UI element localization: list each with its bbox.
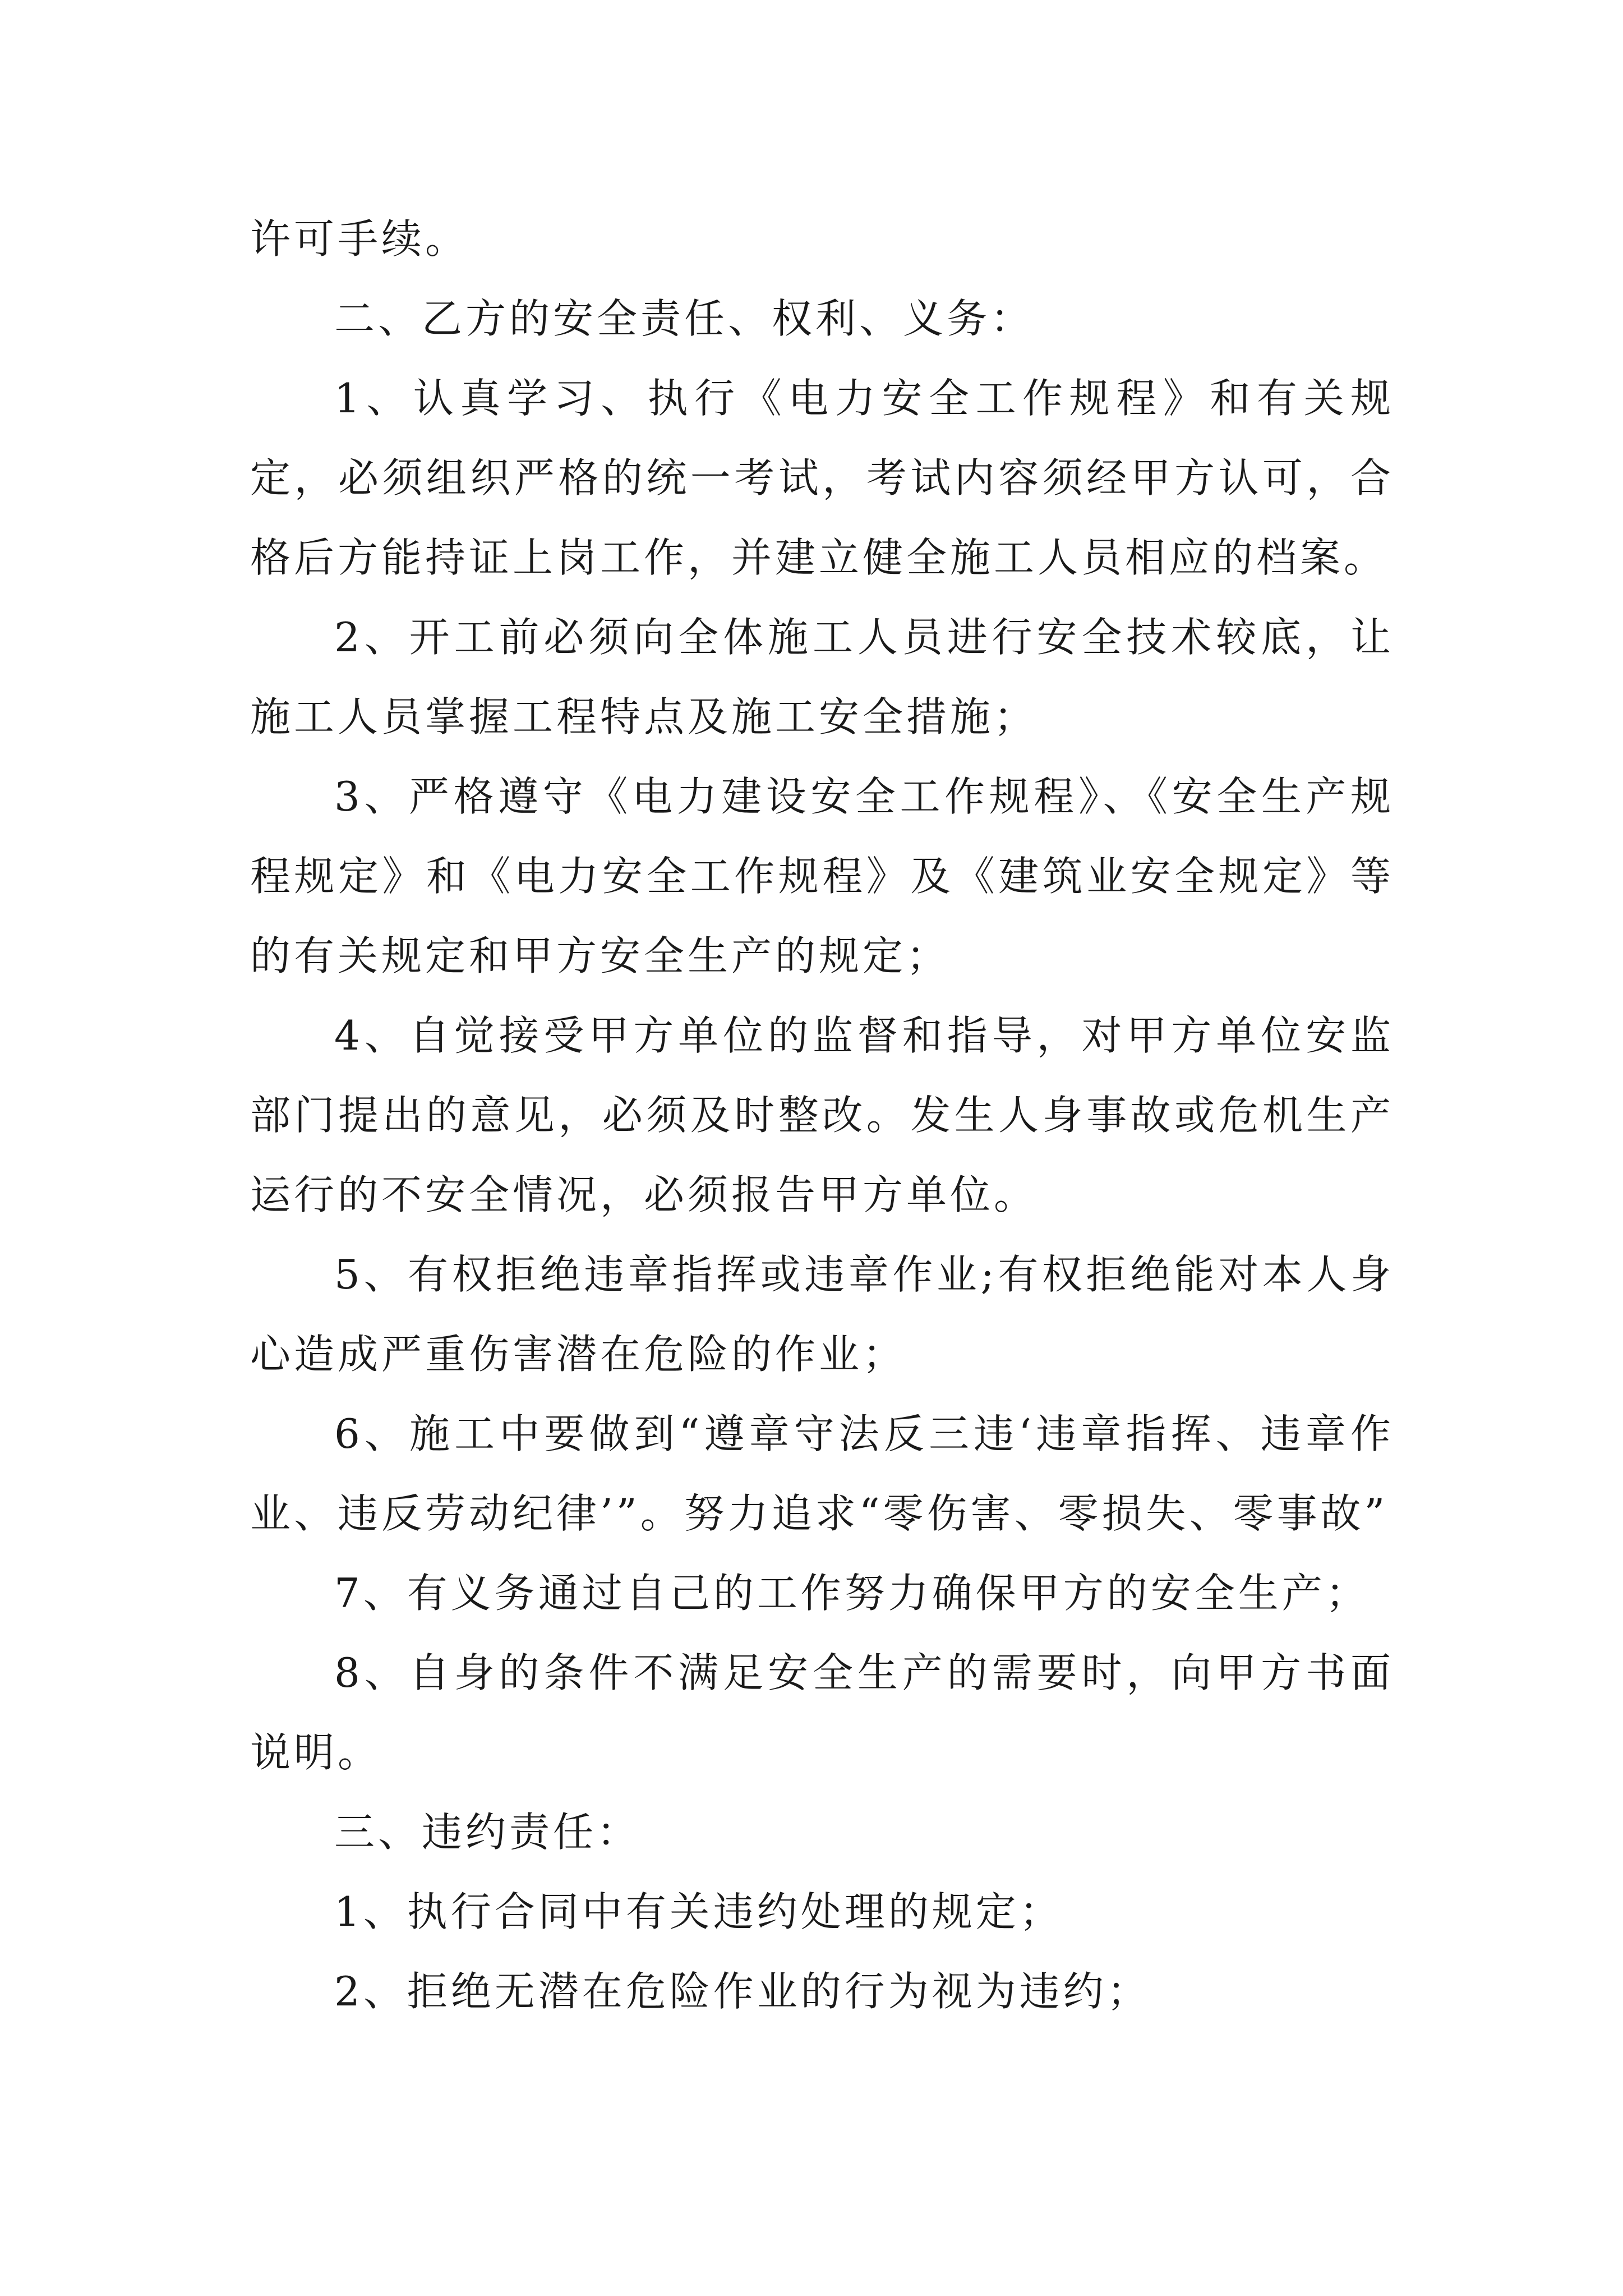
clause-item-5: 5、有权拒绝违章指挥或违章作业;有权拒绝能对本人身心造成严重伤害潜在危险的作业；: [250, 1251, 1394, 1378]
breach-item-2: 2、拒绝无潜在危险作业的行为视为违约；: [334, 1968, 1151, 2015]
clause-item-3: 3、严格遵守《电力建设安全工作规程》、《安全生产规程规定》和《电力安全工作规程》及《建筑业安全规定》等的有关规定和甲方安全生产的规定；: [250, 773, 1394, 979]
clause-item-8: 8、自身的条件不满足安全生产的需要时，向甲方书面说明。: [250, 1649, 1394, 1776]
document-body: [250, 199, 1394, 2031]
clause-item-6: 6、施工中要做到“遵章守法反三违‘违章指挥、违章作业、违反劳动纪律’”。努力追求“零伤害、零损失、零事故”: [250, 1410, 1394, 1537]
clause-item-4: 4、自觉接受甲方单位的监督和指导，对甲方单位安监部门提出的意见，必须及时整改。发生人身事故或危机生产运行的不安全情况，必须报告甲方单位。: [250, 1012, 1394, 1218]
clause-item-2: 2、开工前必须向全体施工人员进行安全技术较底，让施工人员掌握工程特点及施工安全措施；: [250, 614, 1394, 740]
section-heading-breach: 三、违约责任：: [334, 1809, 641, 1856]
paragraph-continuation: 许可手续。: [250, 215, 469, 263]
breach-item-1: 1、执行合同中有关违约处理的规定；: [334, 1888, 1063, 1935]
clause-item-1: 1、认真学习、执行《电力安全工作规程》和有关规定，必须组织严格的统一考试，考试内容须经甲方认可，合格后方能持证上岗工作，并建立健全施工人员相应的档案。: [250, 375, 1394, 581]
section-heading-party-b: 二、乙方的安全责任、权利、义务：: [334, 295, 1035, 342]
clause-item-7: 7、有义务通过自己的工作努力确保甲方的安全生产；: [334, 1570, 1370, 1617]
